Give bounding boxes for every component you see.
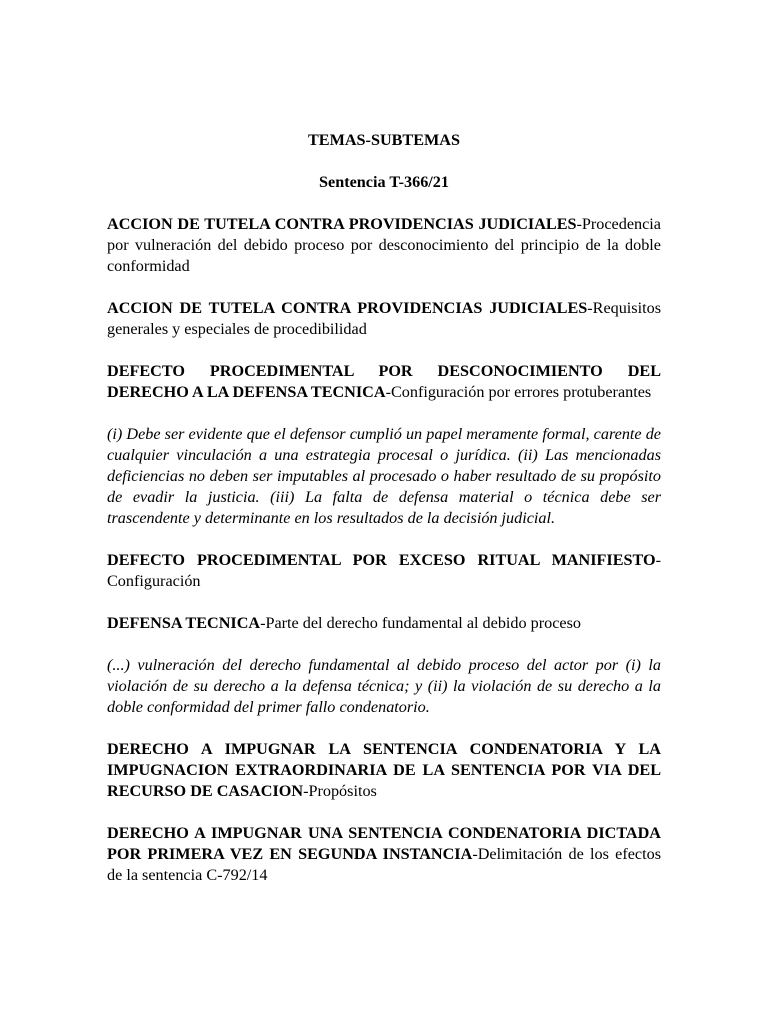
topic-paragraph [107, 298, 661, 340]
topic-paragraph [107, 823, 661, 886]
quote-paragraph: (i) Debe ser evidente que el defensor cumplió un papel meramente formal, carente de cualquier vinculación a una estrategia procesal o jurídica. (ii) Las mencionadas deficiencias no deben ser imputables al procesado o haber resultado de su propósito de evadir la justicia. (iii) La falta de defensa material o técnica debe ser trascendente y determinante en los resultados de la decisión judicial. [107, 425, 661, 527]
topic-subtopic: -Configuración por errores protuberantes [385, 383, 652, 401]
document-title: TEMAS-SUBTEMAS [307, 131, 460, 149]
document-page [107, 130, 661, 886]
topic-subtopic: -Configuración [107, 551, 661, 590]
topic-paragraph [107, 361, 661, 403]
quote-paragraph: (...) vulneración del derecho fundamental al debido proceso del actor por (i) la violación de su derecho a la defensa técnica; y (ii) la violación de su derecho a la doble conformidad del primer fallo condenatorio. [107, 656, 661, 716]
topic-heading: ACCION DE TUTELA CONTRA PROVIDENCIAS JUDICIALES [107, 299, 588, 317]
topic-paragraph [107, 739, 661, 802]
topic-paragraph [107, 214, 661, 277]
topic-subtopic: -Delimitación de los efectos de la sentencia C-792/14 [107, 845, 662, 884]
document-subtitle: Sentencia T-366/21 [319, 173, 449, 191]
topic-subtopic: -Parte del derecho fundamental al debido proceso [260, 614, 581, 632]
topic-paragraph [107, 613, 661, 634]
topic-heading: DEFENSA TECNICA [107, 614, 261, 632]
topic-heading: DEFECTO PROCEDIMENTAL POR EXCESO RITUAL MANIFIESTO [107, 551, 656, 569]
topic-heading: ACCION DE TUTELA CONTRA PROVIDENCIAS JUDICIALES [107, 215, 577, 233]
topic-heading: DERECHO A IMPUGNAR LA SENTENCIA CONDENATORIA Y LA IMPUGNACION EXTRAORDINARIA DE LA SENTENCIA POR VIA DEL RECURSO DE CASACION [107, 740, 661, 800]
topic-heading: DERECHO A IMPUGNAR UNA SENTENCIA CONDENATORIA DICTADA POR PRIMERA VEZ EN SEGUNDA INSTANCIA [107, 824, 661, 863]
topic-heading: DEFECTO PROCEDIMENTAL POR DESCONOCIMIENTO DEL DERECHO A LA DEFENSA TECNICA [107, 362, 661, 401]
topic-subtopic: -Propósitos [303, 782, 377, 800]
topic-subtopic: -Procedencia por vulneración del debido proceso por desconocimiento del principio de la doble conformidad [107, 215, 661, 275]
topic-subtopic: -Requisitos generales y especiales de procedibilidad [107, 299, 661, 338]
topic-paragraph [107, 550, 661, 592]
